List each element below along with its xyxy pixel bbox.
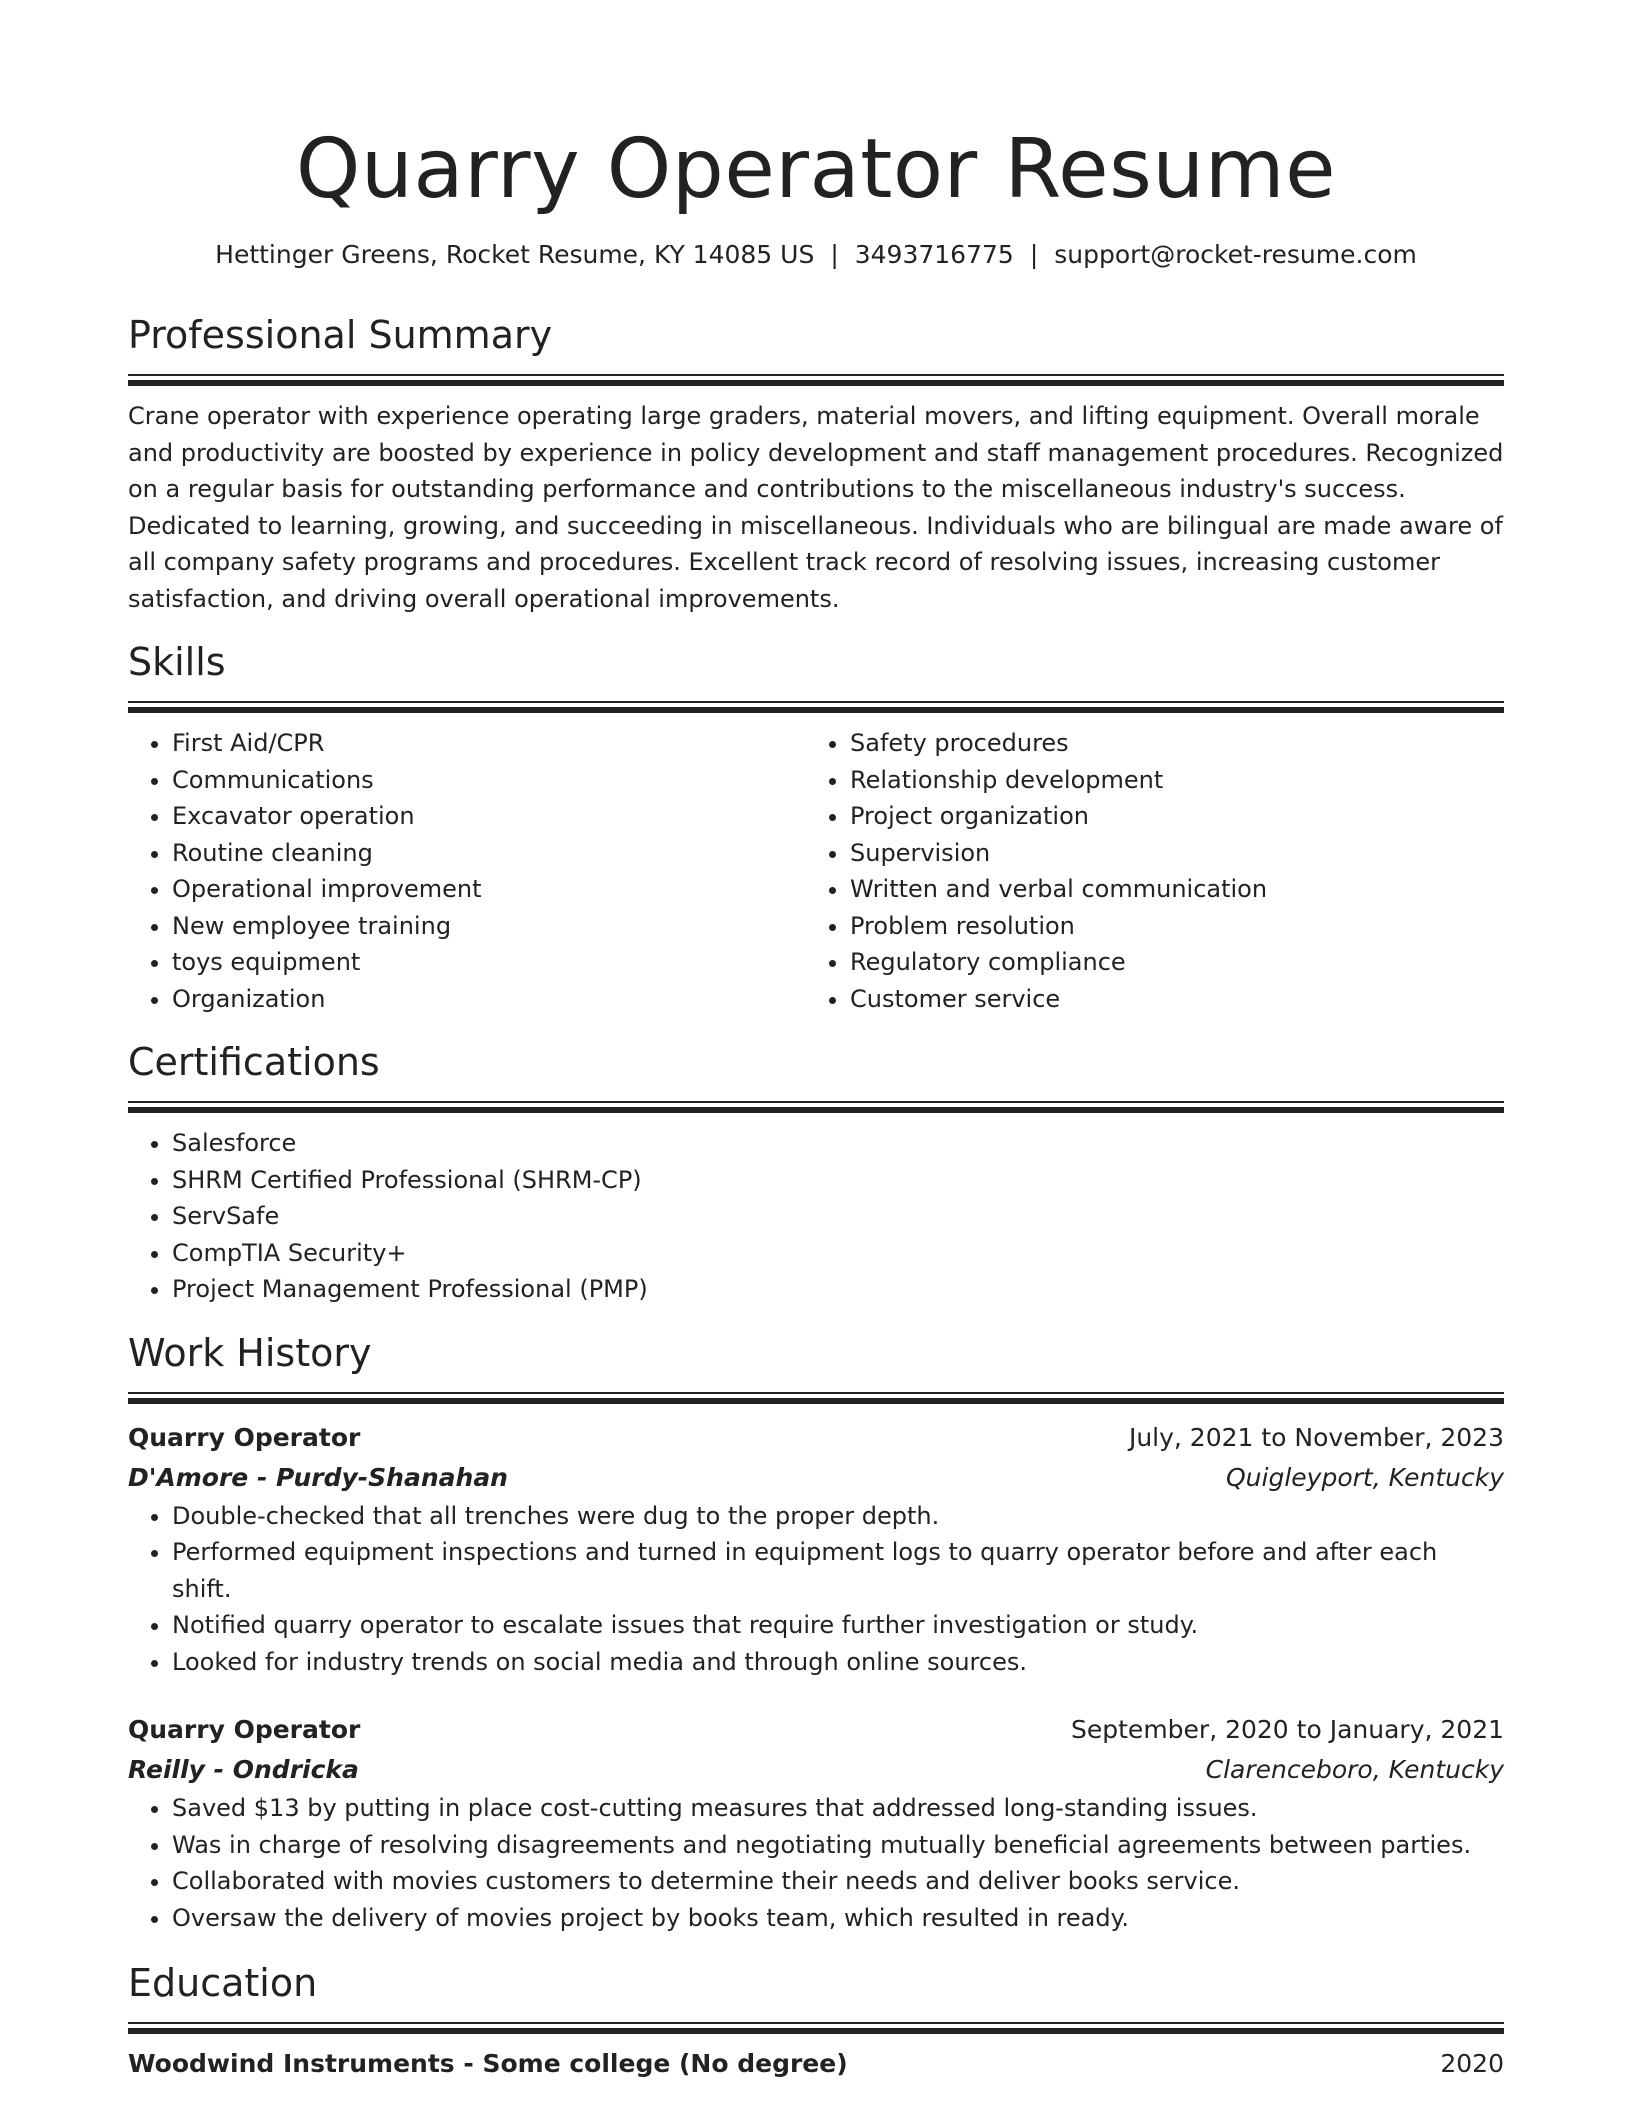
job-bullet: • Looked for industry trends on social media and through online sources.: [172, 1644, 1504, 1681]
summary-section: [128, 310, 1504, 617]
skills-column-left: [128, 725, 806, 1017]
job-bullet: • Collaborated with movies customers to determine their needs and deliver books service.: [172, 1863, 1504, 1900]
skill-item: • Organization: [172, 981, 806, 1018]
certification-item: • SHRM Certified Professional (SHRM-CP): [172, 1162, 1504, 1199]
education-year: 2020: [1440, 2049, 1504, 2078]
resume-title: Quarry Operator Resume: [295, 122, 1337, 217]
contact-line: [128, 238, 1504, 272]
education-section: [128, 1958, 1504, 2084]
job-bullet: • Oversaw the delivery of movies project by books team, which resulted in ready.: [172, 1900, 1504, 1937]
skill-item: • Supervision: [850, 835, 1484, 872]
contact-phone: 3493716775: [854, 240, 1014, 269]
certification-item: • CompTIA Security+: [172, 1235, 1504, 1272]
job-bullets: [128, 1498, 1504, 1681]
section-divider: [128, 374, 1504, 386]
job-subheader: [128, 1750, 1504, 1790]
job-entry: [128, 1418, 1504, 1681]
skill-item: • Customer service: [850, 981, 1484, 1018]
skill-item: • First Aid/CPR: [172, 725, 806, 762]
job-entry: [128, 1710, 1504, 1936]
skill-item: • New employee training: [172, 908, 806, 945]
skill-item: • Operational improvement: [172, 871, 806, 908]
job-company: Reilly - Ondricka: [128, 1755, 359, 1784]
education-heading: Education: [128, 1961, 318, 2005]
education-entry: [128, 2044, 1504, 2084]
skill-item: • Communications: [172, 762, 806, 799]
job-bullet: • Notified quarry operator to escalate issues that require further investigation or study.: [172, 1607, 1504, 1644]
job-dates: July, 2021 to November, 2023: [1128, 1422, 1504, 1452]
contact-separator: |: [1029, 240, 1039, 269]
skills-heading: Skills: [128, 640, 226, 684]
job-company: D'Amore - Purdy-Shanahan: [128, 1462, 508, 1492]
certifications-list: [128, 1125, 1504, 1308]
job-location: Quigleyport, Kentucky: [1226, 1462, 1504, 1492]
work-history-section: [128, 1328, 1504, 1937]
work-history-heading: Work History: [128, 1330, 372, 1375]
job-title: Quarry Operator: [128, 1715, 361, 1744]
job-header: [128, 1710, 1504, 1750]
summary-text: Crane operator with experience operating large graders, material movers, and lifting equipment. Overall morale and productivity are boosted by experience in policy development and staff management procedures. Recognized on a regular basis for outstanding performance and contributions to the miscellaneous industry's success. Dedicated to learning, growing, and succeeding in miscellaneous. Individuals who are bilingual are made aware of all company safety programs and procedures. Excellent track record of resolving issues, increasing customer satisfaction, and driving overall operational improvements.: [128, 402, 1504, 613]
job-subheader: [128, 1458, 1504, 1498]
job-dates: September, 2020 to January, 2021: [1071, 1715, 1504, 1744]
certifications-section: [128, 1037, 1504, 1308]
skill-item: • Project organization: [850, 798, 1484, 835]
job-location: Clarenceboro, Kentucky: [1205, 1755, 1504, 1784]
skills-column-right: [806, 725, 1484, 1017]
job-bullet: • Double-checked that all trenches were dug to the proper depth.: [172, 1498, 1504, 1535]
skills-grid: [128, 725, 1504, 1017]
skill-item: • Regulatory compliance: [850, 944, 1484, 981]
section-divider: [128, 1392, 1504, 1404]
skill-item: • Safety procedures: [850, 725, 1484, 762]
job-title: Quarry Operator: [128, 1422, 361, 1452]
summary-heading: Professional Summary: [128, 313, 553, 357]
contact-address: Hettinger Greens, Rocket Resume, KY 14085 US: [215, 240, 815, 269]
job-bullet: • Was in charge of resolving disagreements and negotiating mutually beneficial agreements between parties.: [172, 1827, 1504, 1864]
section-divider: [128, 2022, 1504, 2034]
skill-item: • Problem resolution: [850, 908, 1484, 945]
job-bullet: • Saved $13 by putting in place cost-cutting measures that addressed long-standing issues.: [172, 1790, 1504, 1827]
skill-item: • Relationship development: [850, 762, 1484, 799]
section-divider: [128, 1101, 1504, 1113]
education-degree: Woodwind Instruments - Some college (No degree): [128, 2049, 848, 2078]
certifications-heading: Certifications: [128, 1040, 380, 1084]
skills-section: [128, 637, 1504, 1017]
certification-item: • ServSafe: [172, 1198, 1504, 1235]
certification-item: • Salesforce: [172, 1125, 1504, 1162]
job-bullets: [128, 1790, 1504, 1936]
resume-page: [128, 0, 1504, 2084]
skill-item: • Excavator operation: [172, 798, 806, 835]
certification-item: • Project Management Professional (PMP): [172, 1271, 1504, 1308]
contact-email: support@rocket-resume.com: [1054, 240, 1417, 269]
skill-item: • Routine cleaning: [172, 835, 806, 872]
section-divider: [128, 701, 1504, 713]
job-bullet: • Performed equipment inspections and turned in equipment logs to quarry operator before and after each shift.: [172, 1534, 1504, 1607]
skill-item: • Written and verbal communication: [850, 871, 1484, 908]
job-header: [128, 1418, 1504, 1458]
contact-separator: |: [830, 240, 839, 269]
skill-item: • toys equipment: [172, 944, 806, 981]
